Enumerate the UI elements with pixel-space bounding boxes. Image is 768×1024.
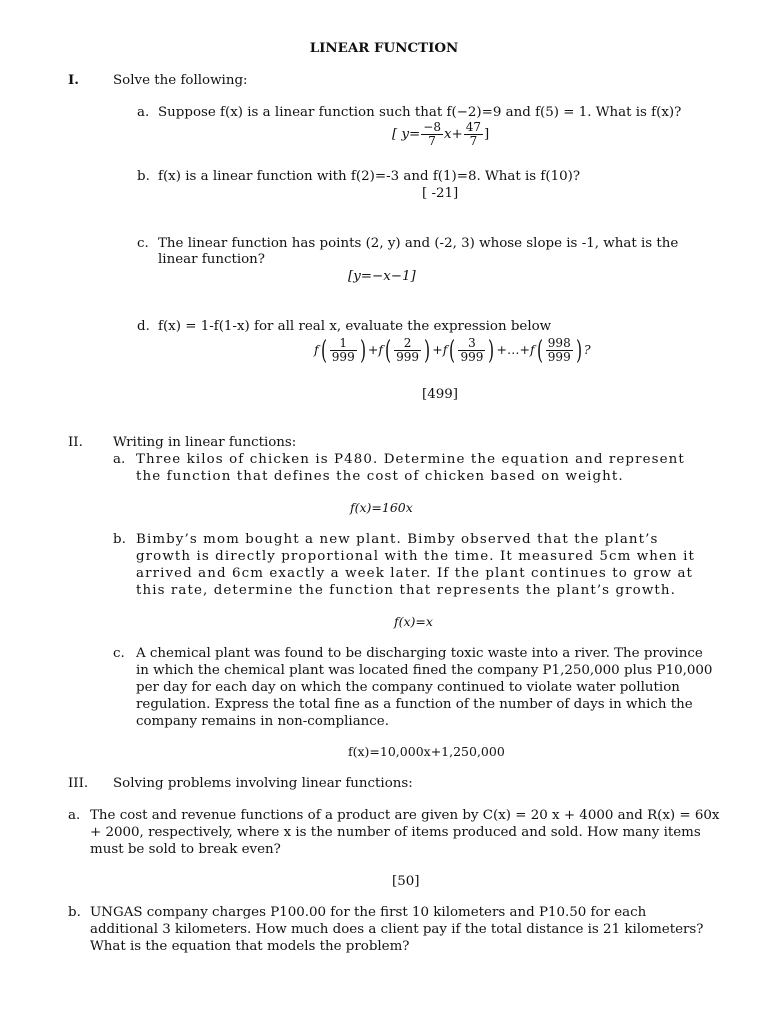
expr-fraction-1 [330, 337, 357, 364]
item-2c-line-1: A chemical plant was found to be discharging toxic waste into a river. The province [136, 646, 703, 661]
item-2b-line-2: growth is directly proportional with the time. It measured 5cm when it [136, 549, 695, 564]
fraction-numerator: 1 [330, 337, 357, 351]
fraction-numerator: 3 [458, 337, 485, 351]
item-1c-answer: [y=−x−1] [348, 269, 416, 284]
item-1a-label: a. [137, 105, 150, 120]
item-2a-line-1: Three kilos of chicken is P480. Determine the equation and represent [136, 452, 685, 467]
item-3b-line-1: UNGAS company charges P100.00 for the first 10 kilometers and P10.50 for each [90, 905, 647, 920]
expr-fraction-3 [458, 337, 485, 364]
item-1d-answer: [499] [422, 387, 459, 402]
item-3a-answer: [50] [392, 874, 420, 889]
plus-sign: + [432, 342, 443, 357]
item-2c-label: c. [113, 646, 125, 661]
item-1b-answer: [ -21] [422, 186, 459, 201]
item-1b-label: b. [137, 169, 150, 184]
item-3a-line-3: must be sold to break even? [90, 842, 281, 857]
item-1d-text: f(x) = 1-f(1-x) for all real x, evaluate the expression below [158, 319, 552, 334]
item-2b-line-1: Bimby’s mom bought a new plant. Bimby observed that the plant’s [136, 532, 659, 547]
item-3a-line-1: The cost and revenue functions of a product are given by C(x) = 20 x + 4000 and R(x) = 60x [90, 808, 720, 823]
fraction-denominator: 7 [428, 134, 436, 148]
item-3a-line-2: + 2000, respectively, where x is the number of items produced and sold. How many items [90, 825, 701, 840]
fraction-denominator: 999 [460, 350, 484, 364]
question-mark: ? [583, 342, 591, 357]
expr-fraction-2 [394, 337, 421, 364]
item-1b-text: f(x) is a linear function with f(2)=-3 and f(1)=8. What is f(10)? [158, 169, 581, 184]
item-1d-label: d. [137, 319, 150, 334]
section-3-heading: Solving problems involving linear functions: [113, 776, 413, 791]
item-1a-text: Suppose f(x) is a linear function such that f(−2)=9 and f(5) = 1. What is f(x)? [158, 105, 682, 120]
item-2b-line-3: arrived and 6cm exactly a week later. If the plant continues to grow at [136, 566, 694, 581]
item-2c-line-2: in which the chemical plant was located fined the company P1,250,000 plus P10,000 [136, 663, 713, 678]
function-symbol: f [314, 342, 319, 357]
item-2c-line-3: per day for each day on which the company continued to violate water pollution [136, 680, 680, 695]
function-symbol: f [378, 342, 383, 357]
fraction-numerator: 47 [465, 120, 482, 134]
item-2c-answer: f(x)=10,000x+1,250,000 [348, 744, 505, 759]
page-title: LINEAR FUNCTION [309, 40, 459, 56]
section-2-numeral: II. [68, 435, 83, 450]
item-2b-label: b. [113, 532, 126, 547]
item-2b-line-4: this rate, determine the function that represents the plant’s growth. [136, 583, 676, 598]
item-2c-line-4: regulation. Express the total fine as a function of the number of days in which the [136, 697, 693, 712]
fraction-numerator: 998 [547, 336, 571, 350]
plus-sign: + [367, 342, 379, 357]
ellipsis: +…+ [496, 342, 530, 357]
answer-middle: x+ [443, 127, 463, 142]
item-1c-label: c. [137, 236, 149, 251]
fraction-numerator: 2 [394, 337, 421, 351]
item-2b-answer: f(x)=x [394, 614, 433, 629]
section-1-heading: Solve the following: [113, 73, 248, 88]
item-3b-label: b. [68, 905, 81, 920]
function-symbol: f [530, 342, 535, 357]
item-1a-answer [392, 120, 489, 150]
item-2a-line-2: the function that defines the cost of chicken based on weight. [136, 469, 624, 484]
answer-fraction-2 [464, 121, 483, 148]
section-3-numeral: III. [68, 776, 89, 791]
item-3b-line-2: additional 3 kilometers. How much does a client pay if the total distance is 21 kilometers? [90, 922, 704, 937]
fraction-denominator: 999 [547, 350, 571, 364]
item-1c-line-1: The linear function has points (2, y) and (-2, 3) whose slope is -1, what is the [158, 236, 679, 251]
answer-fraction-1 [421, 121, 443, 148]
function-symbol: f [442, 342, 448, 357]
item-2c-line-5: company remains in non-compliance. [136, 714, 389, 729]
answer-open: [ y= [392, 127, 421, 142]
fraction-denominator: 7 [469, 134, 478, 148]
section-2-heading: Writing in linear functions: [113, 435, 297, 450]
item-2a-answer: f(x)=160x [350, 500, 413, 515]
answer-close: ] [484, 127, 490, 142]
item-1d-expression: f( $\frac{1}{999}$ ) +f( $\frac{2}{999}$ ) +f( $\frac{3}{999}$ ) +…+f( $\frac{998}{999}$ ) ? [314, 335, 591, 366]
fraction-denominator: 999 [331, 350, 355, 364]
item-3b-line-3: What is the equation that models the problem? [90, 939, 410, 954]
item-1c-line-2: linear function? [158, 252, 265, 267]
item-2a-label: a. [113, 452, 126, 467]
fraction-numerator: −8 [423, 120, 441, 134]
section-1-numeral: I. [68, 72, 79, 88]
fraction-denominator: 999 [396, 350, 420, 364]
item-3a-label: a. [68, 808, 81, 823]
expr-fraction-4 [546, 337, 573, 364]
